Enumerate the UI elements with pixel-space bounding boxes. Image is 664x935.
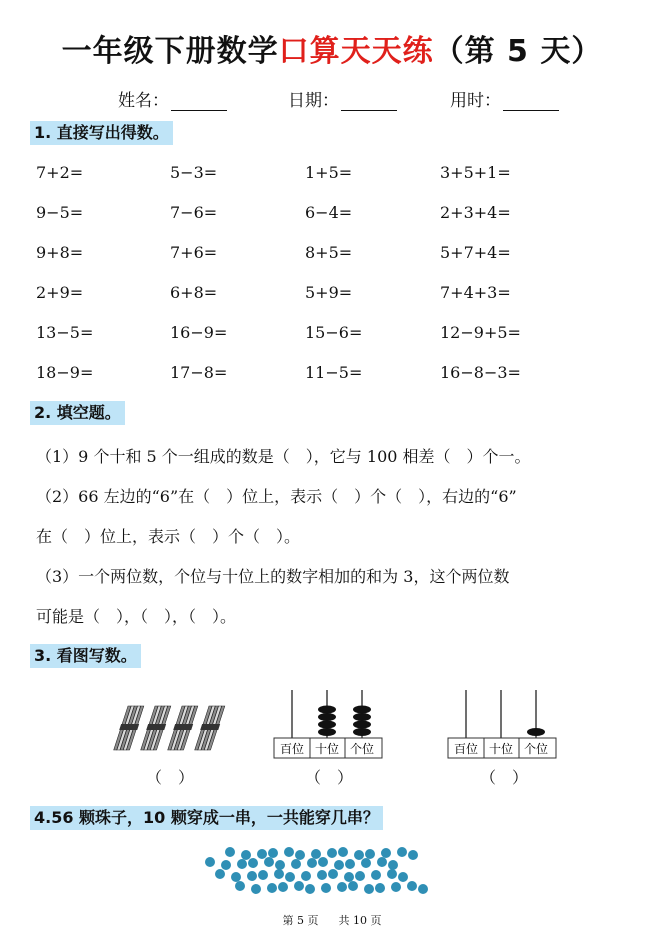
answer-paren-3[interactable]: （ ）: [480, 768, 529, 787]
bead: [221, 860, 231, 870]
bead: [311, 849, 321, 859]
stick-bundle: [113, 706, 145, 750]
calc-item: 16−9=: [170, 323, 228, 342]
bead: [278, 882, 288, 892]
bead: [241, 850, 251, 860]
calc-item: 13−5=: [36, 323, 94, 342]
time-label: 用时：: [450, 91, 501, 111]
bead: [398, 872, 408, 882]
abacus2-label-hundreds: 百位: [453, 742, 479, 756]
abacus-2: [446, 688, 558, 762]
abacus2-label-ones: 个位: [523, 742, 549, 756]
calc-item: 18−9=: [36, 363, 94, 382]
calc-item: 5−3=: [170, 163, 218, 182]
bead: [345, 859, 355, 869]
answer-paren-2[interactable]: （ ）: [305, 768, 354, 787]
calc-item: 9+8=: [36, 243, 84, 262]
calc-item: 2+9=: [36, 283, 84, 302]
bead: [388, 860, 398, 870]
bead: [361, 858, 371, 868]
bead: [338, 847, 348, 857]
section-2-header: 2. 填空题。: [30, 401, 125, 425]
calc-item: 7−6=: [170, 203, 218, 222]
section-3-header: 3. 看图写数。: [30, 644, 141, 668]
bead: [391, 882, 401, 892]
calc-item: 7+6=: [170, 243, 218, 262]
abacus-bead: [353, 713, 371, 721]
abacus-bead: [318, 706, 336, 714]
bead: [305, 884, 315, 894]
bead: [251, 884, 261, 894]
fill-question-3a: （3）一个两位数，个位与十位上的数字相加的和为 3，这个两位数: [36, 567, 510, 586]
abacus-1: [272, 688, 384, 762]
bead: [418, 884, 428, 894]
stick-bundle: [167, 706, 199, 750]
fill-question-1: （1）9 个十和 5 个一组成的数是（ ），它与 100 相差（ ）个一。: [36, 447, 531, 466]
bead: [225, 847, 235, 857]
section-4-header: 4.56 颗珠子，10 颗穿成一串，一共能穿几串？: [30, 806, 383, 830]
bead: [307, 858, 317, 868]
calc-item: 15−6=: [305, 323, 363, 342]
footer-total: 共 10 页: [338, 914, 382, 927]
bead: [337, 882, 347, 892]
beads-image: [200, 840, 470, 900]
stick-bundles-image: [106, 700, 226, 760]
bead: [258, 870, 268, 880]
bead: [301, 871, 311, 881]
name-blank[interactable]: [171, 94, 227, 111]
bead: [275, 860, 285, 870]
bead: [237, 859, 247, 869]
bead: [235, 881, 245, 891]
answer-paren-1[interactable]: （ ）: [146, 768, 195, 787]
fill-question-2a: （2）66 左边的“6”在（ ）位上，表示（ ）个（ ），右边的“6”: [36, 487, 517, 506]
calc-item: 12−9+5=: [440, 323, 521, 342]
bead: [344, 872, 354, 882]
bead: [318, 857, 328, 867]
calc-item: 8+5=: [305, 243, 353, 262]
date-field: [288, 86, 397, 111]
bead: [387, 869, 397, 879]
calc-item: 6+8=: [170, 283, 218, 302]
bead: [264, 857, 274, 867]
time-field: [450, 86, 559, 111]
page-footer: [0, 912, 664, 928]
bead: [247, 871, 257, 881]
bead: [205, 857, 215, 867]
title-red: 口算天天练: [278, 34, 434, 69]
abacus-bead: [353, 728, 371, 736]
title-suffix: （第 5 天）: [433, 34, 603, 69]
stick-bundle: [194, 706, 226, 750]
bead: [355, 871, 365, 881]
abacus-bead: [318, 713, 336, 721]
bead: [291, 859, 301, 869]
bead: [257, 849, 267, 859]
name-field: [118, 86, 227, 111]
bead: [268, 848, 278, 858]
calc-item: 5+7+4=: [440, 243, 511, 262]
bead: [375, 883, 385, 893]
bead: [231, 872, 241, 882]
abacus2-label-tens: 十位: [488, 742, 514, 756]
bead: [321, 883, 331, 893]
bead: [408, 850, 418, 860]
calc-item: 17−8=: [170, 363, 228, 382]
bead: [248, 858, 258, 868]
abacus-bead: [353, 721, 371, 729]
bead: [377, 857, 387, 867]
calc-item: 11−5=: [305, 363, 363, 382]
abacus-bead: [353, 706, 371, 714]
abacus1-label-tens: 十位: [314, 742, 340, 756]
abacus-bead: [527, 728, 545, 736]
abacus1-label-hundreds: 百位: [279, 742, 305, 756]
bead: [407, 881, 417, 891]
bead: [365, 849, 375, 859]
bead: [284, 847, 294, 857]
section-1-header: 1. 直接写出得数。: [30, 121, 173, 145]
calc-item: 7+2=: [36, 163, 84, 182]
calc-item: 3+5+1=: [440, 163, 511, 182]
abacus-bead: [318, 728, 336, 736]
abacus1-label-ones: 个位: [349, 742, 375, 756]
calc-item: 2+3+4=: [440, 203, 511, 222]
bead: [328, 869, 338, 879]
bead: [295, 850, 305, 860]
bead: [274, 869, 284, 879]
bead: [397, 847, 407, 857]
footer-page: 第 5 页: [282, 914, 319, 927]
bead: [364, 884, 374, 894]
page-title: [0, 26, 664, 70]
bead: [354, 850, 364, 860]
title-main: 一年级下册数学: [61, 34, 279, 69]
calc-item: 6−4=: [305, 203, 353, 222]
bead: [348, 881, 358, 891]
fill-question-3b: 可能是（ ），（ ），（ ）。: [36, 607, 237, 626]
calc-item: 9−5=: [36, 203, 84, 222]
bead: [215, 869, 225, 879]
name-label: 姓名：: [118, 91, 169, 111]
fill-question-2b: 在（ ）位上，表示（ ）个（ ）。: [36, 527, 301, 546]
bead: [285, 872, 295, 882]
stick-bundle: [140, 706, 172, 750]
bead: [327, 848, 337, 858]
bead: [334, 860, 344, 870]
calc-item: 7+4+3=: [440, 283, 511, 302]
bead: [294, 881, 304, 891]
bead: [371, 870, 381, 880]
bead: [267, 883, 277, 893]
calc-item: 1+5=: [305, 163, 353, 182]
date-blank[interactable]: [341, 94, 397, 111]
time-blank[interactable]: [503, 94, 559, 111]
date-label: 日期：: [288, 91, 339, 111]
bead: [317, 870, 327, 880]
calc-item: 16−8−3=: [440, 363, 521, 382]
abacus-bead: [318, 721, 336, 729]
bead: [381, 848, 391, 858]
calc-item: 5+9=: [305, 283, 353, 302]
